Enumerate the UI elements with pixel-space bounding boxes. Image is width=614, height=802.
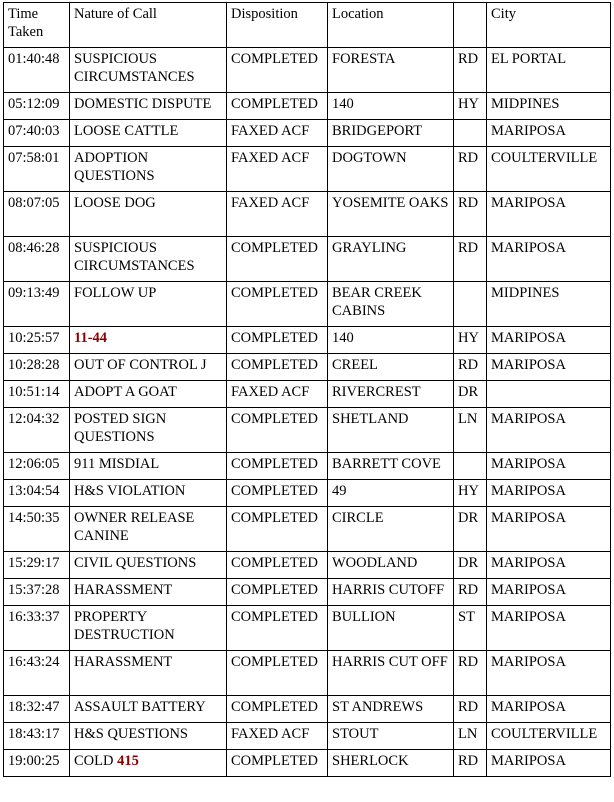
cell-disposition: COMPLETED: [227, 507, 328, 552]
cell-location: FORESTA: [328, 48, 454, 93]
cell-disposition: COMPLETED: [227, 651, 328, 696]
cell-nature: [70, 327, 227, 354]
cell-suffix: RD: [454, 354, 487, 381]
cell-disposition: COMPLETED: [227, 48, 328, 93]
cell-location: BARRETT COVE: [328, 453, 454, 480]
table-row: [4, 120, 611, 147]
cell-suffix: DR: [454, 552, 487, 579]
cell-location: 140: [328, 93, 454, 120]
cell-city: MARIPOSA: [487, 237, 611, 282]
header-time: [4, 3, 70, 48]
cell-time: 12:04:32: [4, 408, 70, 453]
cell-nature: CIVIL QUESTIONS: [70, 552, 227, 579]
cell-location: STOUT: [328, 723, 454, 750]
table-row: [4, 579, 611, 606]
table-row: [4, 237, 611, 282]
cell-city: MARIPOSA: [487, 750, 611, 777]
cell-disposition: COMPLETED: [227, 408, 328, 453]
cell-suffix: RD: [454, 651, 487, 696]
table-row: [4, 48, 611, 93]
cell-location: CREEL: [328, 354, 454, 381]
cell-nature: H&S VIOLATION: [70, 480, 227, 507]
cell-nature: LOOSE CATTLE: [70, 120, 227, 147]
cell-location: 49: [328, 480, 454, 507]
table-row: [4, 282, 611, 327]
cell-time: 14:50:35: [4, 507, 70, 552]
cell-location: GRAYLING: [328, 237, 454, 282]
cell-disposition: COMPLETED: [227, 327, 328, 354]
cell-suffix: RD: [454, 192, 487, 237]
header-time-line2: Taken: [8, 24, 44, 40]
cell-disposition: COMPLETED: [227, 480, 328, 507]
cell-nature: FOLLOW UP: [70, 282, 227, 327]
cell-suffix: RD: [454, 237, 487, 282]
cell-time: 07:58:01: [4, 147, 70, 192]
cell-disposition: COMPLETED: [227, 354, 328, 381]
cell-disposition: FAXED ACF: [227, 381, 328, 408]
table-row: [4, 327, 611, 354]
table-row: [4, 147, 611, 192]
cell-city: MARIPOSA: [487, 606, 611, 651]
cell-disposition: FAXED ACF: [227, 147, 328, 192]
cell-nature: POSTED SIGN QUESTIONS: [70, 408, 227, 453]
table-row: [4, 606, 611, 651]
cell-disposition: COMPLETED: [227, 237, 328, 282]
cell-suffix: HY: [454, 93, 487, 120]
cell-suffix: HY: [454, 327, 487, 354]
cell-time: 18:43:17: [4, 723, 70, 750]
cell-time: 09:13:49: [4, 282, 70, 327]
cell-city: MARIPOSA: [487, 579, 611, 606]
cell-city: MARIPOSA: [487, 453, 611, 480]
cell-time: 10:51:14: [4, 381, 70, 408]
cell-time: 07:40:03: [4, 120, 70, 147]
cell-nature: OWNER RELEASE CANINE: [70, 507, 227, 552]
table-row: [4, 507, 611, 552]
cell-nature: HARASSMENT: [70, 651, 227, 696]
header-nature: Nature of Call: [70, 3, 227, 48]
cell-suffix: [454, 282, 487, 327]
cell-time: 08:46:28: [4, 237, 70, 282]
cell-location: BEAR CREEK CABINS: [328, 282, 454, 327]
cell-city: MIDPINES: [487, 282, 611, 327]
cell-location: BULLION: [328, 606, 454, 651]
cell-location: HARRIS CUTOFF: [328, 579, 454, 606]
cell-time: 12:06:05: [4, 453, 70, 480]
header-location: Location: [328, 3, 454, 48]
nature-text: COLD: [74, 753, 118, 769]
cell-time: 15:29:17: [4, 552, 70, 579]
cell-city: MARIPOSA: [487, 408, 611, 453]
header-city: City: [487, 3, 611, 48]
cell-suffix: ST: [454, 606, 487, 651]
table-row: [4, 651, 611, 696]
cell-nature: LOOSE DOG: [70, 192, 227, 237]
table-row: [4, 723, 611, 750]
cell-nature: ADOPT A GOAT: [70, 381, 227, 408]
cell-city: COULTERVILLE: [487, 723, 611, 750]
cell-nature: DOMESTIC DISPUTE: [70, 93, 227, 120]
cell-suffix: LN: [454, 408, 487, 453]
cell-nature: SUSPICIOUS CIRCUMSTANCES: [70, 237, 227, 282]
cell-location: RIVERCREST: [328, 381, 454, 408]
cell-suffix: RD: [454, 750, 487, 777]
table-row: [4, 381, 611, 408]
cell-city: MARIPOSA: [487, 651, 611, 696]
cell-disposition: COMPLETED: [227, 696, 328, 723]
cell-nature: PROPERTY DESTRUCTION: [70, 606, 227, 651]
cell-city: MARIPOSA: [487, 192, 611, 237]
cell-time: 10:28:28: [4, 354, 70, 381]
cell-city: MARIPOSA: [487, 507, 611, 552]
cell-nature: ASSAULT BATTERY: [70, 696, 227, 723]
cell-suffix: [454, 453, 487, 480]
cell-location: SHERLOCK: [328, 750, 454, 777]
cell-time: 16:33:37: [4, 606, 70, 651]
cell-suffix: RD: [454, 579, 487, 606]
cell-disposition: COMPLETED: [227, 579, 328, 606]
cell-location: YOSEMITE OAKS: [328, 192, 454, 237]
cell-city: MIDPINES: [487, 93, 611, 120]
table-row: [4, 93, 611, 120]
cell-time: 05:12:09: [4, 93, 70, 120]
table-row: [4, 354, 611, 381]
cell-suffix: HY: [454, 480, 487, 507]
cell-time: 08:07:05: [4, 192, 70, 237]
table-row: [4, 408, 611, 453]
cell-city: [487, 381, 611, 408]
cell-time: 13:04:54: [4, 480, 70, 507]
table-row: [4, 750, 611, 777]
cell-suffix: LN: [454, 723, 487, 750]
header-disposition: Disposition: [227, 3, 328, 48]
cell-suffix: RD: [454, 48, 487, 93]
cell-nature: [70, 750, 227, 777]
cell-location: HARRIS CUT OFF: [328, 651, 454, 696]
cell-city: MARIPOSA: [487, 354, 611, 381]
table-row: [4, 552, 611, 579]
cell-location: WOODLAND: [328, 552, 454, 579]
cell-suffix: RD: [454, 696, 487, 723]
header-suffix: [454, 3, 487, 48]
cell-time: 15:37:28: [4, 579, 70, 606]
cell-disposition: COMPLETED: [227, 453, 328, 480]
table-row: [4, 480, 611, 507]
cell-time: 10:25:57: [4, 327, 70, 354]
cell-nature: ADOPTION QUESTIONS: [70, 147, 227, 192]
call-code: 415: [117, 753, 139, 769]
cell-suffix: DR: [454, 381, 487, 408]
cell-disposition: FAXED ACF: [227, 723, 328, 750]
cell-disposition: COMPLETED: [227, 552, 328, 579]
cell-suffix: RD: [454, 147, 487, 192]
cell-time: 19:00:25: [4, 750, 70, 777]
header-row: [4, 3, 611, 48]
cell-city: MARIPOSA: [487, 120, 611, 147]
cell-disposition: COMPLETED: [227, 93, 328, 120]
cell-location: BRIDGEPORT: [328, 120, 454, 147]
cell-time: 16:43:24: [4, 651, 70, 696]
cell-location: CIRCLE: [328, 507, 454, 552]
cell-location: DOGTOWN: [328, 147, 454, 192]
cell-nature: 911 MISDIAL: [70, 453, 227, 480]
cell-suffix: DR: [454, 507, 487, 552]
call-log: [3, 2, 611, 777]
cell-time: 01:40:48: [4, 48, 70, 93]
cell-location: ST ANDREWS: [328, 696, 454, 723]
cell-city: MARIPOSA: [487, 480, 611, 507]
cell-suffix: [454, 120, 487, 147]
cell-city: MARIPOSA: [487, 552, 611, 579]
cell-city: EL PORTAL: [487, 48, 611, 93]
cell-nature: SUSPICIOUS CIRCUMSTANCES: [70, 48, 227, 93]
call-log-table: [3, 2, 611, 777]
cell-disposition: FAXED ACF: [227, 192, 328, 237]
cell-city: COULTERVILLE: [487, 147, 611, 192]
table-row: [4, 696, 611, 723]
cell-nature: OUT OF CONTROL J: [70, 354, 227, 381]
cell-city: MARIPOSA: [487, 327, 611, 354]
cell-disposition: FAXED ACF: [227, 120, 328, 147]
cell-location: SHETLAND: [328, 408, 454, 453]
cell-location: 140: [328, 327, 454, 354]
cell-nature: HARASSMENT: [70, 579, 227, 606]
table-row: [4, 453, 611, 480]
cell-time: 18:32:47: [4, 696, 70, 723]
cell-nature: H&S QUESTIONS: [70, 723, 227, 750]
cell-disposition: COMPLETED: [227, 282, 328, 327]
table-row: [4, 192, 611, 237]
cell-disposition: COMPLETED: [227, 606, 328, 651]
header-time-line1: Time: [8, 6, 39, 22]
call-code: 11-44: [74, 330, 108, 346]
cell-city: MARIPOSA: [487, 696, 611, 723]
cell-disposition: COMPLETED: [227, 750, 328, 777]
